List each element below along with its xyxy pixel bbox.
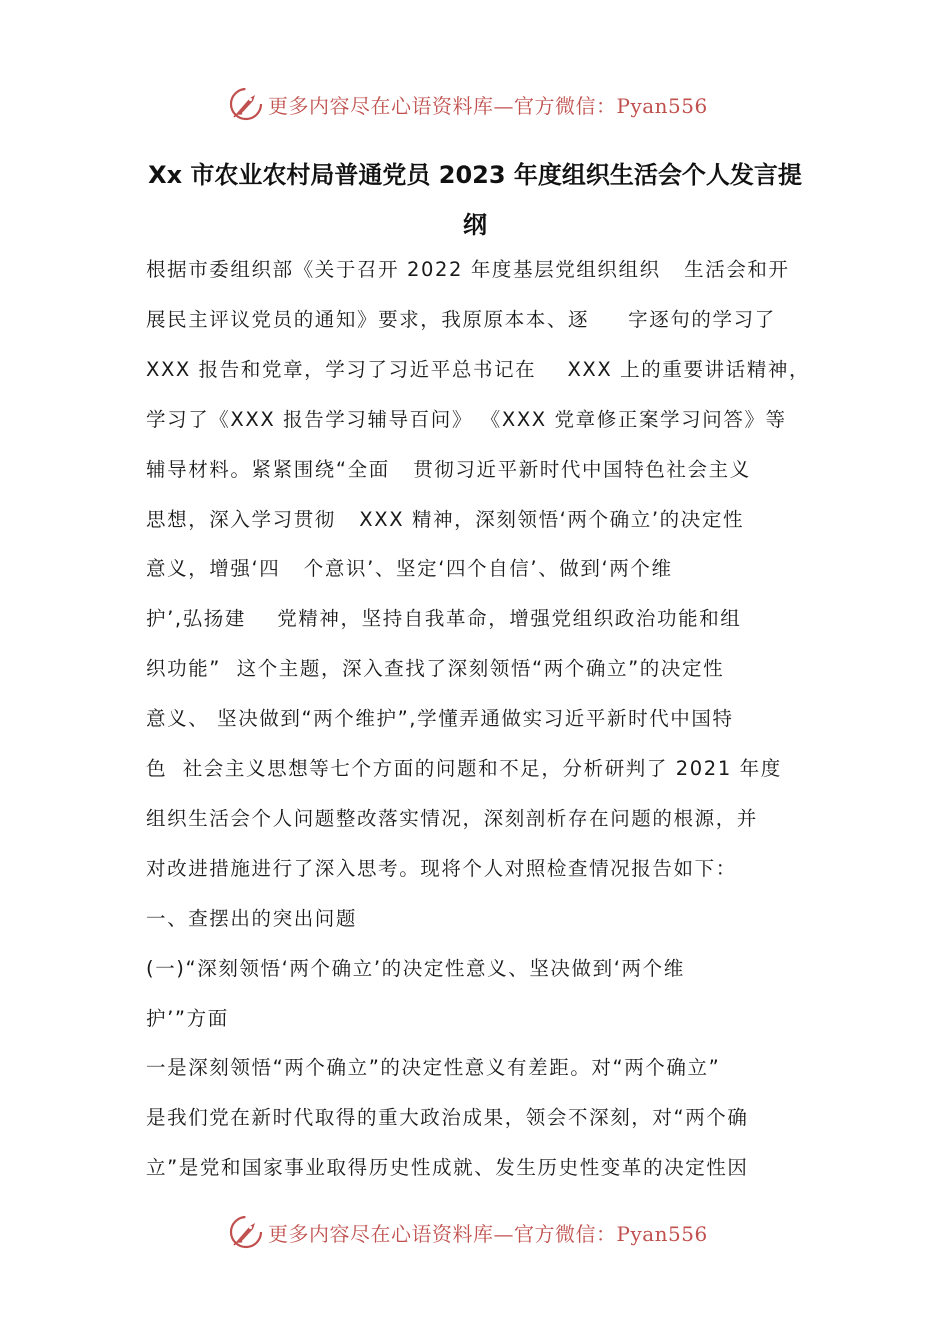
pen-nib-logo-icon (228, 1214, 264, 1250)
body-paragraph-line: 一是深刻领悟“两个确立”的决定性意义有差距。对“两个确立” (146, 1056, 721, 1080)
body-paragraph-line: 根据市委组织部《关于召开 2022 年度基层党组织组织 生活会和开 (146, 258, 790, 281)
body-paragraph-line: 织功能” 这个主题，深入查找了深刻领悟“两个确立”的决定性 (146, 657, 725, 681)
body-paragraph-line: 立”是党和国家事业取得历史性成就、发生历史性变革的决定性因 (146, 1156, 749, 1180)
body-paragraph-line: 组织生活会个人问题整改落实情况，深刻剖析存在问题的根源，并 (146, 806, 758, 830)
watermark-header (228, 84, 728, 124)
body-paragraph-line: 护’”方面 (146, 1006, 229, 1030)
body-paragraph-line: 是我们党在新时代取得的重大政治成果，领会不深刻，对“两个确 (146, 1106, 749, 1130)
body-paragraph-line: XXX 报告和党章，学习了习近平总书记在 XXX 上的重要讲话精神， (146, 357, 811, 381)
body-paragraph-line: 对改进措施进行了深入思考。现将个人对照检查情况报告如下： (146, 856, 737, 880)
body-paragraph-line: 一、查摆出的突出问题 (146, 906, 358, 930)
watermark-footer (228, 1212, 728, 1252)
watermark-text: 更多内容尽在心语资料库—官方微信：Pyan556 (268, 1221, 708, 1246)
body-paragraph-line: 辅导材料。紧紧围绕“全面 贯彻习近平新时代中国特色社会主义 (146, 457, 751, 481)
body-paragraph-line: 学习了《XXX 报告学习辅导百问》 《XXX 党章修正案学习问答》等 (146, 407, 787, 431)
body-paragraph-line: 色 社会主义思想等七个方面的问题和不足，分析研判了 2021 年度 (146, 757, 782, 780)
document-title-line-2: 纲 (463, 211, 487, 239)
pen-nib-logo-icon (228, 86, 264, 122)
body-paragraph-line: 护’,弘扬建 党精神，坚持自我革命，增强党组织政治功能和组 (146, 607, 742, 631)
body-paragraph-line: 展民主评议党员的通知》要求，我原原本本、逐 字逐句的学习了 (146, 307, 776, 331)
watermark-text: 更多内容尽在心语资料库—官方微信：Pyan556 (268, 93, 708, 118)
body-paragraph-line: (一)“深刻领悟‘两个确立’的决定性意义、坚决做到‘两个维 (146, 956, 685, 980)
body-paragraph-line: 意义、 坚决做到“两个维护”,学懂弄通做实习近平新时代中国特 (146, 707, 734, 731)
document-title-line-1: Xx 市农业农村局普通党员 2023 年度组织生活会个人发言提 (148, 161, 802, 189)
body-paragraph-line: 意义，增强‘四 个意识’、坚定‘四个自信’、做到‘两个维 (146, 557, 673, 581)
body-paragraph-line: 思想，深入学习贯彻 XXX 精神，深刻领悟‘两个确立’的决定性 (146, 507, 745, 531)
